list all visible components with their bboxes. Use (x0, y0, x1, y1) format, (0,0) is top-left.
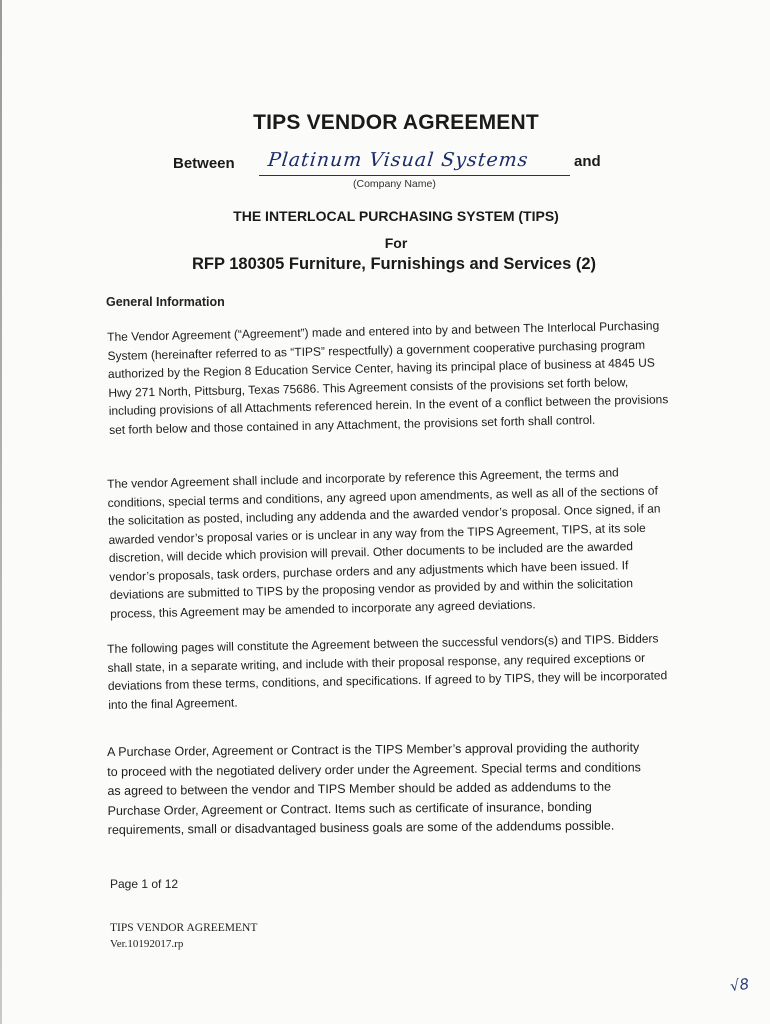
and-label: and (574, 153, 601, 170)
page-number: Page 1 of 12 (110, 877, 179, 891)
paragraph-2: The vendor Agreement shall include and incorporate by reference this Agreement, the terms and conditions, special terms and conditions, any agreed upon amendments, as well as all of the sections of the solicitation as posted, including any addenda and the awarded vendor’s proposal. Once signed, if an awarded vendor’s proposal varies or is unclear in any way from the TIPS Agreement, TIPS, at its sole discretion, will decide which provision will prevail. Other documents to be included are the awarded vendor’s proposals, task orders, purchase orders and any adjustments which have been issued. If deviations are submitted to TIPS by the proposing vendor as provided by and within the solicitation process, this Agreement may be amended to incorporate any agreed deviations. (107, 465, 661, 621)
rfp-title: RFP 180305 Furniture, Furnishings and Services (2) (191, 255, 597, 273)
document-title: TIPS VENDOR AGREEMENT (253, 111, 539, 134)
subtitle-organization: THE INTERLOCAL PURCHASING SYSTEM (TIPS) (233, 208, 559, 224)
paragraph-3: The following pages will constitute the Agreement between the successful vendors(s) and TIPS. Bidders shall state, in a separate writing, and include with their proposal response, any required exceptions or deviations from these terms, conditions, and specifications. If agreed to by TIPS, they will be incorporated into the final Agreement. (107, 631, 668, 712)
footer-title: TIPS VENDOR AGREEMENT (110, 922, 258, 934)
footer-version: Ver.10192017.rp (110, 938, 184, 950)
between-label: Between (173, 155, 235, 172)
between-row (0, 149, 770, 194)
subtitle-for: For (384, 235, 408, 251)
company-name-caption: (Company Name) (353, 178, 436, 190)
paragraph-1: The Vendor Agreement (“Agreement”) made and entered into by and between The Interlocal Purchasing System (hereinafter referred to as “TIPS” respectfully) a government cooperative purchasing program authorized by the Region 8 Education Service Center, having its principal place of business at 4845 US Hwy 271 North, Pittsburg, Texas 75686. This Agreement consists of the provisions set forth below, including provisions of all Attachments referenced herein. In the event of a conflict between the provisions set forth below and those contained in any Attachment, the provisions set forth shall control. (107, 318, 669, 437)
company-name-line (259, 175, 570, 176)
handwritten-margin-mark: √8 (728, 974, 751, 996)
paragraph-4: A Purchase Order, Agreement or Contract is the TIPS Member’s approval providing the authority to proceed with the negotiated delivery order under the Agreement. Special terms and conditions as agreed to between the vendor and TIPS Member should be added as addendums to the Purchase Order, Agreement or Contract. Items such as certificate of insurance, bonding requirements, small or disadvantaged business goals are some of the addendums possible. (107, 740, 641, 837)
section-heading: General Information (106, 295, 225, 309)
company-name-handwritten: Platinum Visual Systems (266, 149, 530, 171)
